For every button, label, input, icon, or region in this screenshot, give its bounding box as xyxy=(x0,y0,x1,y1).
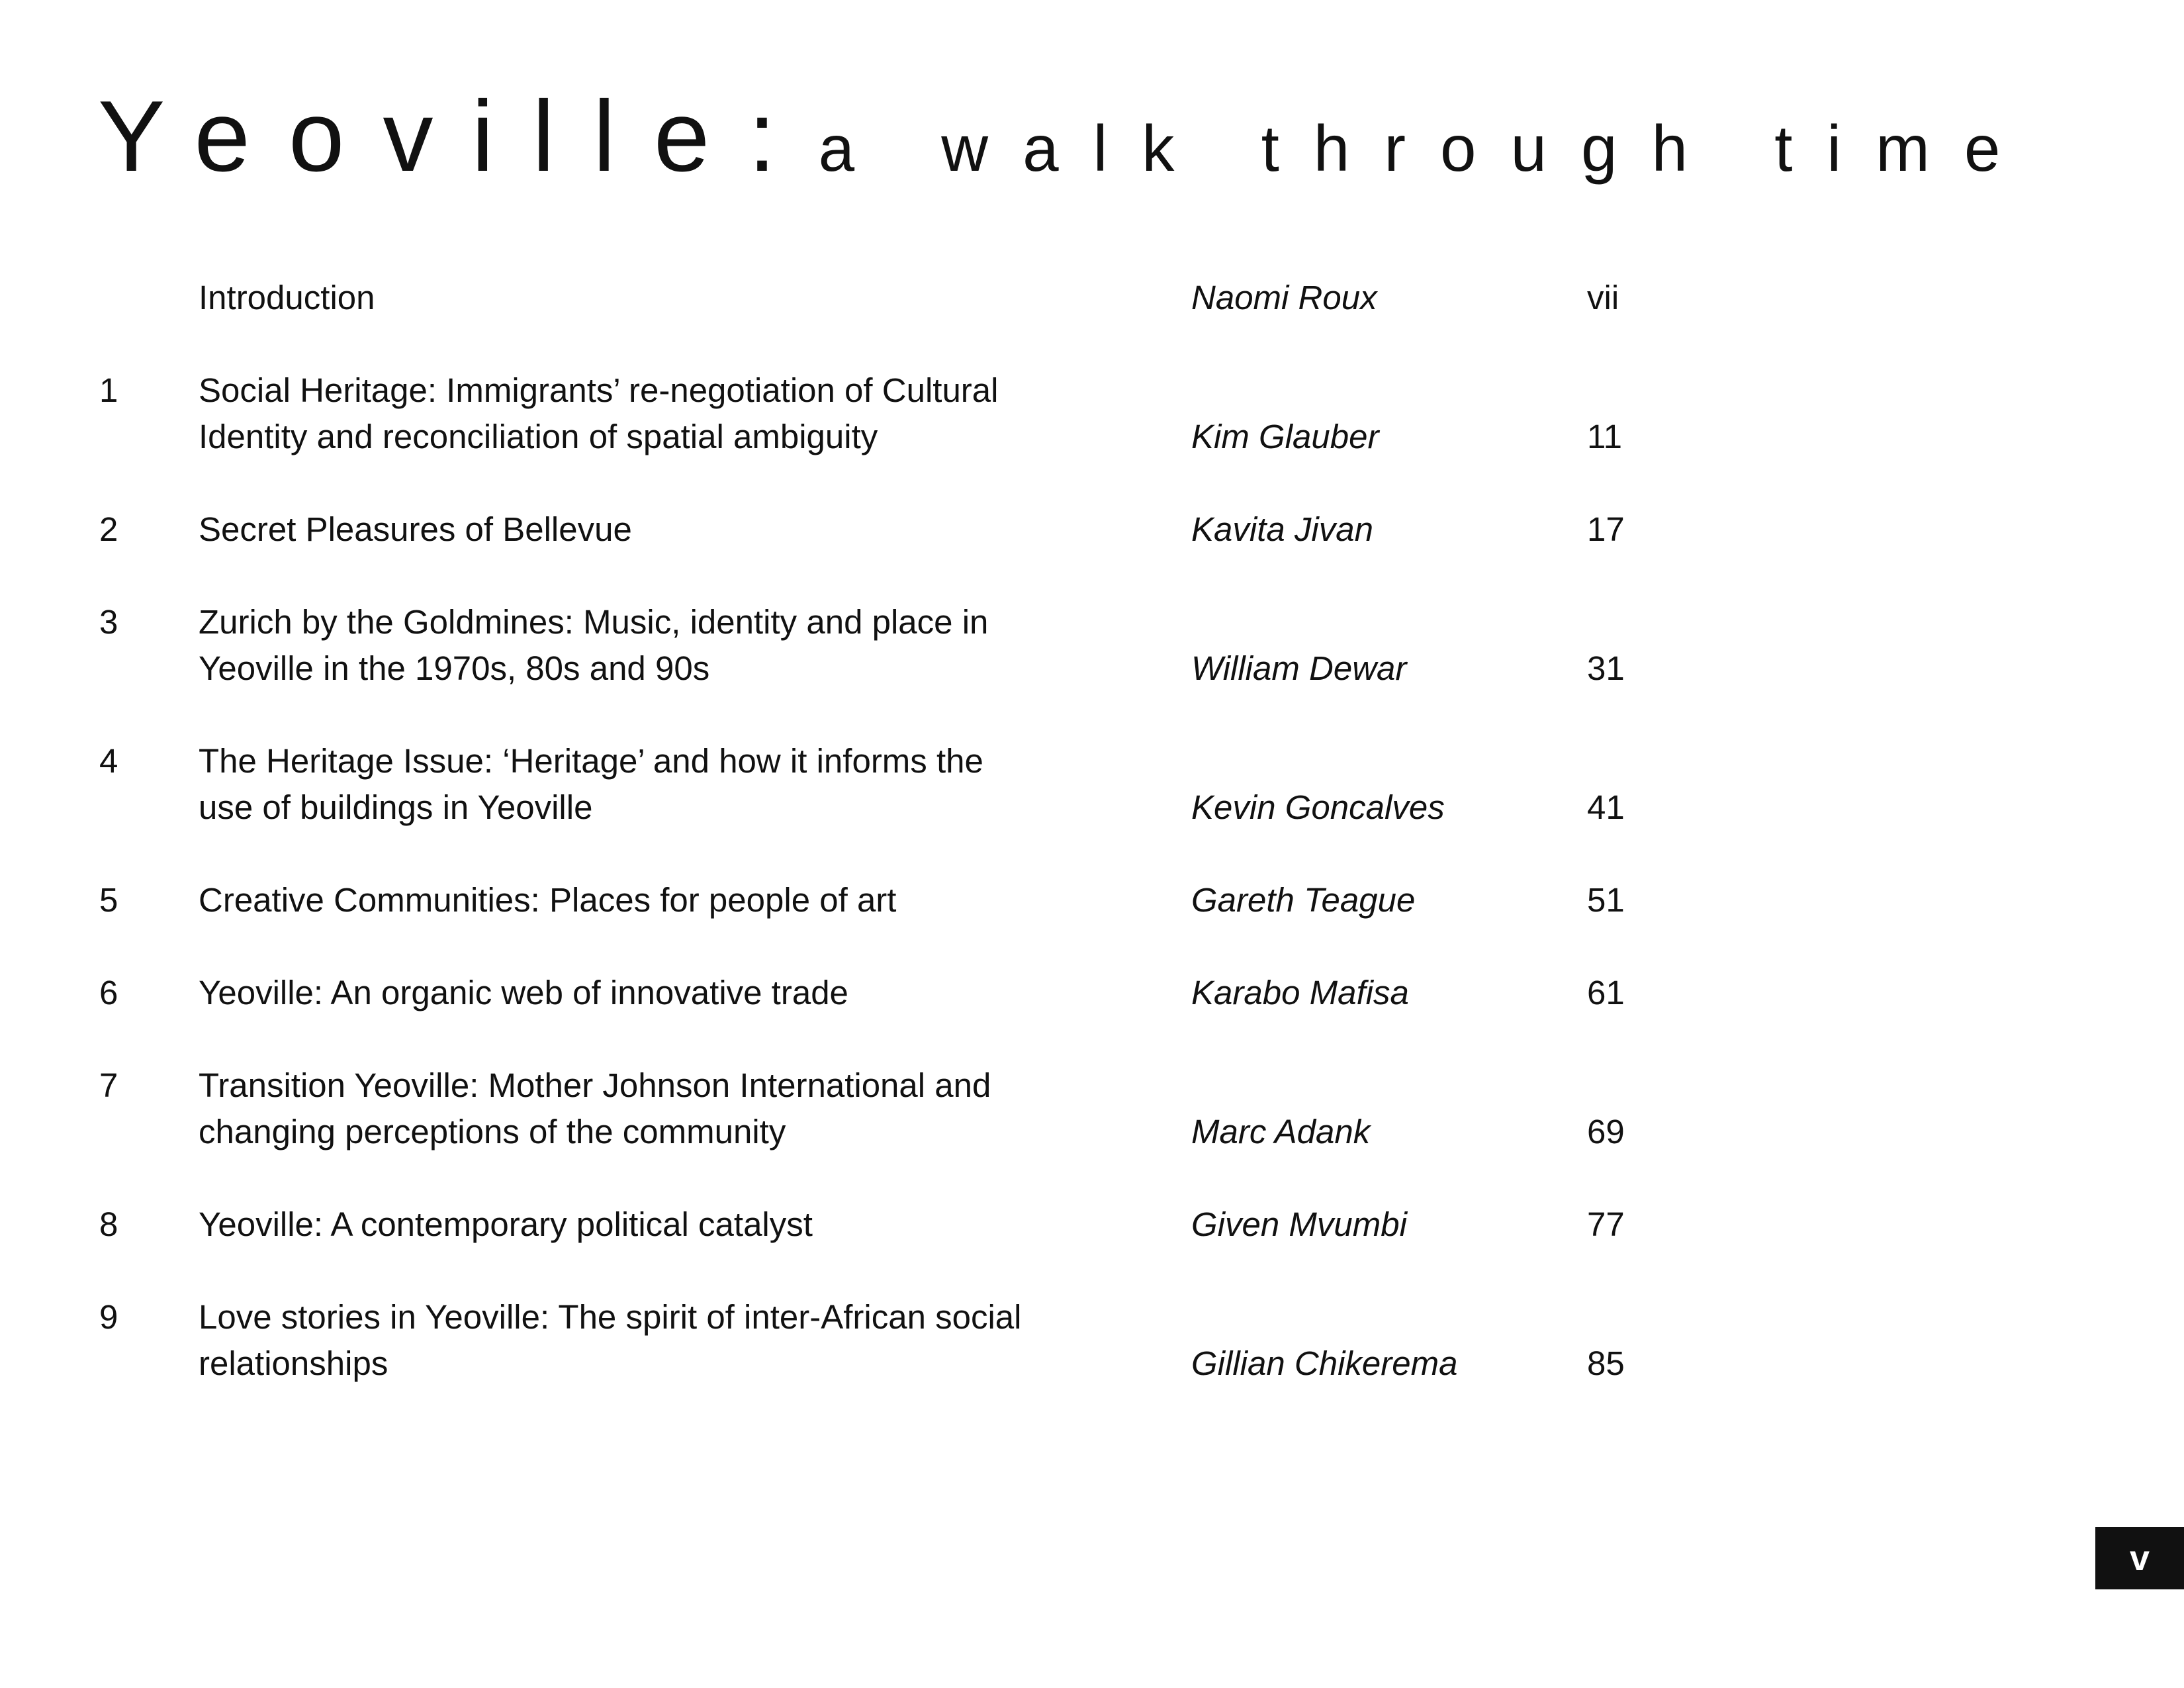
chapter-number: 8 xyxy=(99,1205,118,1243)
chapter-author: Karabo Mafisa xyxy=(1191,974,1409,1011)
page-number: 17 xyxy=(1587,510,1625,548)
chapter-author: Given Mvumbi xyxy=(1191,1205,1407,1243)
chapter-number: 1 xyxy=(99,371,118,409)
chapter-number: 6 xyxy=(99,974,118,1011)
page-number: 11 xyxy=(1587,418,1622,455)
chapter-author: Gillian Chikerema xyxy=(1191,1344,1458,1382)
page-number: vii xyxy=(1587,279,1619,316)
chapter-author: Kavita Jivan xyxy=(1191,510,1373,548)
page-number: 41 xyxy=(1587,788,1625,826)
chapter-author: Kevin Goncalves xyxy=(1191,788,1445,826)
chapter-number: 3 xyxy=(99,603,118,641)
title-main: Yeoville: xyxy=(98,80,815,193)
chapter-number: 7 xyxy=(99,1066,118,1104)
chapter-title: Yeoville: An organic web of innovative trade xyxy=(199,974,848,1011)
page-number: 31 xyxy=(1587,649,1625,687)
folio-page-number: v xyxy=(2095,1527,2184,1589)
chapter-title: Creative Communities: Places for people of art xyxy=(199,881,897,919)
page-number: 85 xyxy=(1587,1344,1625,1382)
chapter-number: 9 xyxy=(99,1298,118,1336)
chapter-title: Introduction xyxy=(199,279,375,316)
chapter-title: Love stories in Yeoville: The spirit of inter-African social relationships xyxy=(199,1298,1022,1382)
chapter-author: William Dewar xyxy=(1191,649,1407,687)
chapter-author: Naomi Roux xyxy=(1191,279,1377,316)
page-number: 61 xyxy=(1587,974,1625,1011)
chapter-author: Gareth Teague xyxy=(1191,881,1416,919)
page-title xyxy=(98,80,2035,193)
chapter-number: 4 xyxy=(99,742,118,780)
chapter-title: Zurich by the Goldmines: Music, identity and place in Yeoville in the 1970s, 80s and 90s xyxy=(199,603,989,687)
chapter-title: Yeoville: A contemporary political catalyst xyxy=(199,1205,813,1243)
page-number: 69 xyxy=(1587,1113,1625,1150)
chapter-title: Secret Pleasures of Bellevue xyxy=(199,510,632,548)
chapter-title: Social Heritage: Immigrants’ re-negotiation of Cultural Identity and reconciliation of spatial ambiguity xyxy=(199,371,999,455)
chapter-number: 2 xyxy=(99,510,118,548)
chapter-title: Transition Yeoville: Mother Johnson International and changing perceptions of the community xyxy=(199,1066,991,1150)
chapter-author: Marc Adank xyxy=(1191,1113,1371,1150)
page-number: 51 xyxy=(1587,881,1625,919)
page-number: 77 xyxy=(1587,1205,1625,1243)
title-subtitle: a walk through time xyxy=(818,112,2035,185)
chapter-author: Kim Glauber xyxy=(1191,418,1379,455)
chapter-number: 5 xyxy=(99,881,118,919)
chapter-title: The Heritage Issue: ‘Heritage’ and how it informs the use of buildings in Yeoville xyxy=(199,742,983,826)
